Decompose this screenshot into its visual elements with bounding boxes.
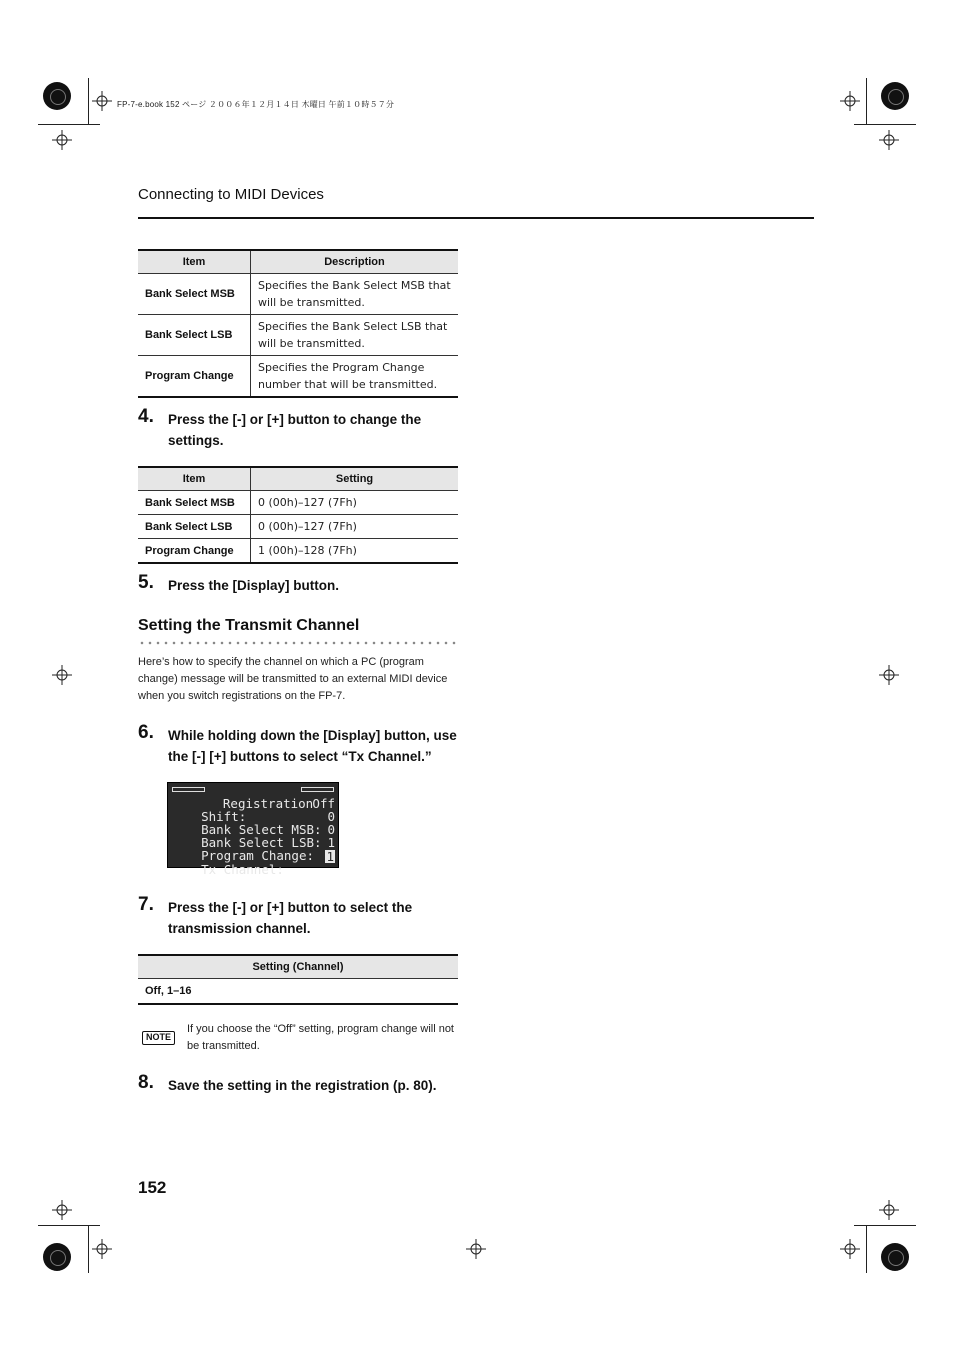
setting-cell: 1 (00h)–128 (7Fh) (251, 539, 459, 564)
lcd-screen (167, 782, 339, 877)
column-header: Setting (251, 467, 459, 491)
lcd-row-label: Tx Channel: (201, 862, 284, 877)
crop-mark-icon (38, 1225, 100, 1226)
lcd-row (171, 849, 335, 877)
note-icon: NOTE (142, 1031, 175, 1045)
crosshair-icon (52, 130, 72, 150)
crop-mark-icon (88, 78, 89, 124)
step-text: Press the [-] or [+] button to select the transmission channel. (168, 900, 413, 936)
lcd-row-value: Off (312, 796, 335, 811)
step-text: Press the [-] or [+] button to change the settings. (168, 412, 422, 448)
crosshair-icon (840, 91, 860, 111)
note-text: If you choose the “Off” setting, program change will not be transmitted. (187, 1023, 454, 1052)
item-cell: Bank Select LSB (138, 515, 251, 539)
lcd-row-label: Program Change: (201, 848, 314, 863)
crosshair-icon (92, 1239, 112, 1259)
step-number: 7. (138, 894, 154, 915)
header-rule (138, 217, 814, 219)
item-cell: Bank Select MSB (138, 491, 251, 515)
description-cell: Specifies the Bank Select LSB that will be transmitted. (251, 315, 459, 356)
description-cell: Specifies the Program Change number that will be transmitted. (251, 356, 459, 398)
table-header-row (138, 250, 458, 274)
table-header-row (138, 955, 458, 979)
lcd-row (171, 796, 335, 824)
crosshair-icon (466, 1239, 486, 1259)
crop-mark-icon (866, 78, 867, 124)
table-row (138, 356, 458, 398)
step-number: 8. (138, 1072, 154, 1093)
crosshair-icon (52, 665, 72, 685)
page-number: 152 (138, 1178, 167, 1197)
channel-value-cell: Off, 1–16 (138, 979, 458, 1004)
setting-cell: 0 (00h)–127 (7Fh) (251, 515, 459, 539)
column-header: Description (251, 250, 459, 274)
lcd-row (171, 809, 335, 837)
crosshair-icon (879, 130, 899, 150)
setting-cell: 0 (00h)–127 (7Fh) (251, 491, 459, 515)
table-row (138, 979, 458, 1004)
crosshair-icon (879, 1200, 899, 1220)
step-number: 4. (138, 406, 154, 427)
step-number: 5. (138, 572, 154, 593)
crosshair-icon (92, 91, 112, 111)
crosshair-icon (52, 1200, 72, 1220)
step-text: While holding down the [Display] button, use the [-] [+] buttons to select “Tx Channel.” (168, 728, 457, 764)
table-row (138, 491, 458, 515)
table-row (138, 274, 458, 315)
column-header: Item (138, 250, 251, 274)
lcd-title-bar-right (301, 787, 334, 792)
crop-mark-icon (38, 124, 100, 125)
lcd-row-value: 1 (327, 835, 335, 850)
table-row (138, 539, 458, 564)
lcd-row (171, 822, 335, 850)
item-cell: Bank Select MSB (138, 274, 251, 315)
table-row (138, 315, 458, 356)
description-cell: Specifies the Bank Select MSB that will be transmitted. (251, 274, 459, 315)
step-text: Press the [Display] button. (168, 578, 340, 593)
lcd-row (171, 835, 335, 863)
crop-mark-icon (866, 1225, 867, 1273)
file-header: FP-7-e.book 152 ページ ２００６年１２月１４日 木曜日 午前１０時５７分 (117, 100, 395, 109)
crop-mark-icon (854, 1225, 916, 1226)
registration-target-icon (881, 82, 909, 110)
registration-target-icon (881, 1243, 909, 1271)
lcd-row-label: Shift: (201, 809, 247, 824)
crop-mark-icon (88, 1225, 89, 1273)
lcd-row-value: 0 (327, 822, 335, 837)
lcd-row-value: 0 (327, 809, 335, 824)
settings-table (138, 466, 458, 564)
lcd-row-value-selected: 1 (326, 849, 334, 864)
step-text: Save the setting in the registration (p. 80). (168, 1078, 437, 1093)
lcd-title-text: Registration (222, 796, 314, 811)
item-cell: Program Change (138, 356, 251, 398)
registration-target-icon (43, 1243, 71, 1271)
lcd-row-label: Bank Select MSB: (201, 822, 322, 837)
section-body: Here’s how to specify the channel on which a PC (program change) message will be transmitted to an external MIDI device when you switch registrations on the FP-7. (138, 656, 448, 702)
table-row (138, 515, 458, 539)
column-header: Setting (Channel) (138, 955, 458, 979)
column-header: Item (138, 467, 251, 491)
running-head: Connecting to MIDI Devices (138, 186, 324, 203)
step-number: 6. (138, 722, 154, 743)
description-table (138, 249, 458, 398)
table-header-row (138, 467, 458, 491)
section-divider (138, 641, 460, 645)
item-cell: Program Change (138, 539, 251, 564)
channel-table (138, 954, 458, 1005)
section-title: Setting the Transmit Channel (138, 617, 360, 634)
crosshair-icon (840, 1239, 860, 1259)
lcd-row-label: Bank Select LSB: (201, 835, 322, 850)
crosshair-icon (879, 665, 899, 685)
registration-target-icon (43, 82, 71, 110)
crop-mark-icon (854, 124, 916, 125)
item-cell: Bank Select LSB (138, 315, 251, 356)
